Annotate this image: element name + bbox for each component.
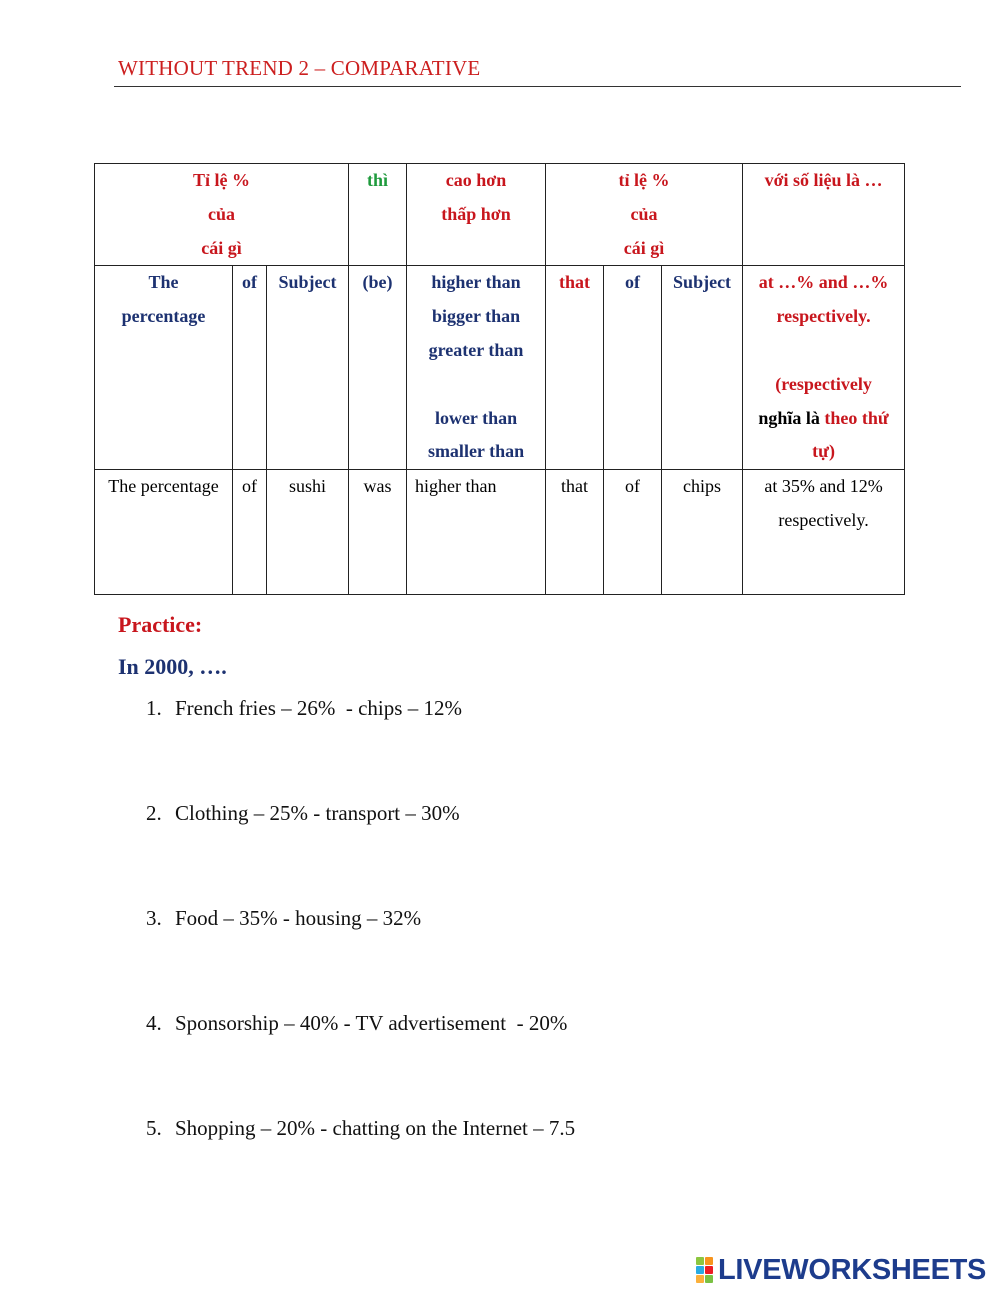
cell-respectively: at …% and …% respectively. (respectively nghĩa là theo thứ tự) bbox=[743, 266, 905, 470]
cell-example-of: of bbox=[233, 470, 267, 595]
table-row-example bbox=[95, 470, 905, 595]
cell-of: of bbox=[233, 266, 267, 470]
header-divider bbox=[114, 86, 961, 87]
logo-blocks-icon bbox=[696, 1257, 713, 1283]
table-row-structure bbox=[95, 266, 905, 470]
page-title: WITHOUT TREND 2 – COMPARATIVE bbox=[118, 56, 481, 80]
practice-item: 5. Shopping – 20% - chatting on the Internet – 7.5 bbox=[146, 1116, 576, 1140]
cell-example-sushi: sushi bbox=[267, 470, 349, 595]
cell-example-of-2: of bbox=[604, 470, 662, 595]
cell-comparatives: higher than bigger than greater than lower than smaller than bbox=[407, 266, 546, 470]
practice-item: 2. Clothing – 25% - transport – 30% bbox=[146, 801, 460, 825]
cell-be: (be) bbox=[349, 266, 407, 470]
cell-with-figures: với số liệu là … bbox=[743, 164, 905, 266]
cell-example-was: was bbox=[349, 470, 407, 595]
logo-text: LIVEWORKSHEETS bbox=[718, 1253, 987, 1286]
practice-heading: Practice: bbox=[118, 612, 203, 637]
practice-item: 3. Food – 35% - housing – 32% bbox=[146, 906, 422, 930]
cell-example-figures: at 35% and 12% respectively. bbox=[743, 470, 905, 595]
cell-example-chips: chips bbox=[662, 470, 743, 595]
cell-percentage-of-what: Tỉ lệ % của cái gì bbox=[95, 164, 349, 266]
practice-intro: In 2000, …. bbox=[118, 654, 227, 679]
cell-example-that: that bbox=[546, 470, 604, 595]
comparative-structure-table bbox=[94, 163, 905, 595]
cell-subject: Subject bbox=[267, 266, 349, 470]
practice-item: 4. Sponsorship – 40% - TV advertisement - 20% bbox=[146, 1011, 568, 1035]
practice-item: 1. French fries – 26% - chips – 12% bbox=[146, 696, 462, 720]
table-row-vietnamese bbox=[95, 164, 905, 266]
cell-example-higher-than: higher than bbox=[407, 470, 546, 595]
cell-subject-2: Subject bbox=[662, 266, 743, 470]
cell-that: that bbox=[546, 266, 604, 470]
cell-higher-lower-vn: cao hơn thấp hơn bbox=[407, 164, 546, 266]
cell-percentage-of-what-2: tỉ lệ % của cái gì bbox=[546, 164, 743, 266]
cell-example-the-percentage: The percentage bbox=[95, 470, 233, 595]
cell-thi: thì bbox=[349, 164, 407, 266]
cell-of-2: of bbox=[604, 266, 662, 470]
cell-the-percentage: The percentage bbox=[95, 266, 233, 470]
liveworksheets-logo bbox=[696, 1254, 986, 1286]
